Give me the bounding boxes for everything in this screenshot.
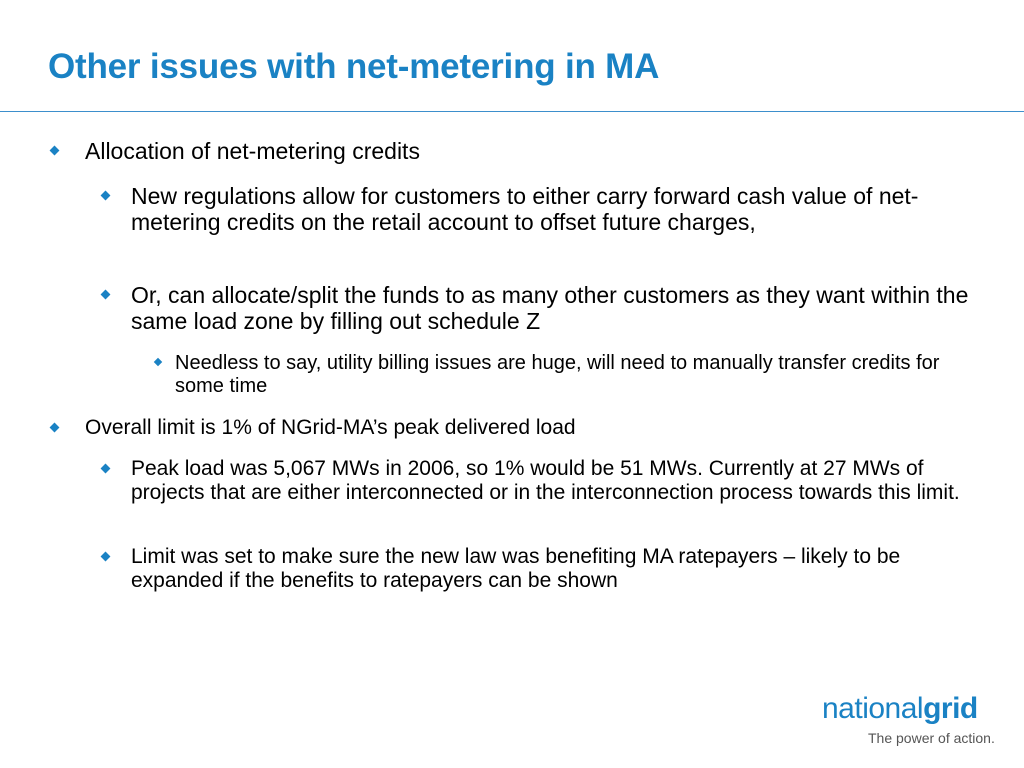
bullet-new-regulations xyxy=(131,183,981,235)
bullet-limit-set xyxy=(131,545,981,592)
diamond-bullet-icon xyxy=(101,191,111,201)
bullet-text: Allocation of net-metering credits xyxy=(85,138,420,164)
bullet-text: Or, can allocate/split the funds to as many other customers as they want within the same load zone by filling out schedule Z xyxy=(131,282,969,334)
slide-title: Other issues with net-metering in MA xyxy=(48,47,660,86)
bullet-billing-issues xyxy=(175,352,965,397)
logo-word-grid: grid xyxy=(923,692,978,725)
bullet-text: New regulations allow for customers to either carry forward cash value of net-metering credits on the retail account to offset future charges, xyxy=(131,183,919,235)
logo-wordmark xyxy=(822,694,1002,724)
bullet-allocate-split xyxy=(131,282,981,334)
national-grid-logo xyxy=(822,694,1002,746)
diamond-bullet-icon xyxy=(101,464,111,474)
title-divider xyxy=(0,111,1024,112)
bullet-text: Limit was set to make sure the new law was benefiting MA ratepayers – likely to be expanded if the benefits to ratepayers can be shown xyxy=(131,545,901,592)
bullet-text: Peak load was 5,067 MWs in 2006, so 1% would be 51 MWs. Currently at 27 MWs of projects that are either interconnected or in the interconnection process towards this limit. xyxy=(131,457,960,504)
logo-tagline: The power of action. xyxy=(868,730,995,746)
logo-word-national: national xyxy=(822,692,924,725)
diamond-bullet-icon xyxy=(101,290,111,300)
bullet-text: Overall limit is 1% of NGrid-MA’s peak delivered load xyxy=(85,416,576,439)
bullet-overall-limit xyxy=(85,416,965,440)
bullet-allocation xyxy=(85,138,965,164)
diamond-bullet-icon xyxy=(101,552,111,562)
diamond-bullet-icon xyxy=(50,146,60,156)
diamond-bullet-icon xyxy=(50,423,60,433)
bullet-text: Needless to say, utility billing issues are huge, will need to manually transfer credits for some time xyxy=(175,352,940,397)
bullet-peak-load xyxy=(131,457,981,504)
diamond-bullet-icon xyxy=(154,358,162,366)
